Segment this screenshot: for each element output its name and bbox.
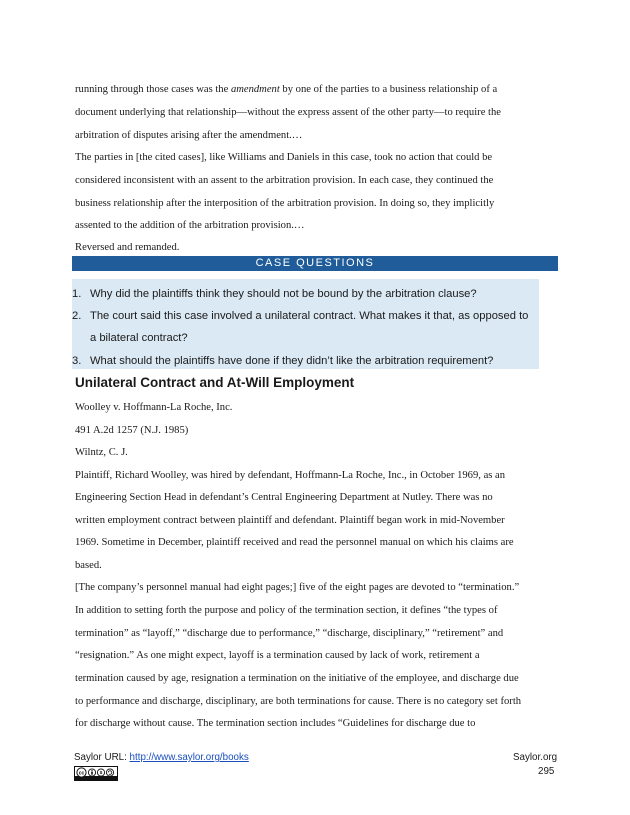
body-text-line: termination caused by age, resignation a termination on the initiative of the employee, and discharge due — [75, 673, 519, 684]
body-text-line: for discharge without cause. The termination section includes “Guidelines for discharge due to — [75, 718, 476, 729]
page-number: 295 — [538, 766, 555, 777]
case-questions-banner: CASE QUESTIONS — [72, 256, 558, 271]
body-text-line: considered inconsistent with an assent to the arbitration provision. In each case, they continued the — [75, 175, 494, 186]
body-text-line: document underlying that relationship—without the express assent of the other party—to require the — [75, 107, 501, 118]
body-text-line: Reversed and remanded. — [75, 242, 180, 253]
saylor-books-link[interactable]: http://www.saylor.org/books — [129, 752, 249, 763]
question-text: Why did the plaintiffs think they should not be bound by the arbitration clause? — [90, 288, 477, 300]
body-text-line: written employment contract between plaintiff and defendant. Plaintiff began work in mid-November — [75, 515, 505, 526]
body-text-line: The parties in [the cited cases], like Williams and Daniels in this case, took no action that could be — [75, 152, 493, 163]
body-text-line: Plaintiff, Richard Woolley, was hired by defendant, Hoffmann-La Roche, Inc., in October 1969, as an — [75, 470, 506, 481]
judge-name: Wilntz, C. J. — [75, 447, 128, 458]
question-text: The court said this case involved a unilateral contract. What makes it that, as opposed to — [90, 310, 529, 322]
body-text-line: assented to the addition of the arbitration provision.… — [75, 220, 305, 231]
case-name: Woolley v. Hoffmann-La Roche, Inc. — [75, 402, 233, 413]
body-text-line: running through those cases was the amendment by one of the parties to a business relationship of a — [75, 84, 498, 95]
cc-license-graphic — [75, 767, 117, 780]
body-text-line: arbitration of disputes arising after the amendment.… — [75, 130, 303, 141]
body-text-line: Engineering Section Head in defendant’s Central Engineering Department at Nutley. There was no — [75, 492, 493, 503]
question-text: What should the plaintiffs have done if they didn’t like the arbitration requirement? — [90, 355, 494, 367]
body-text-line: based. — [75, 560, 102, 571]
section-heading: Unilateral Contract and At-Will Employment — [75, 375, 355, 390]
body-text-line: termination” as “layoff,” “discharge due to performance,” “discharge, disciplinary,” “retirement” and — [75, 628, 504, 639]
svg-text:cc: cc — [78, 770, 85, 777]
footer-url-label: Saylor URL: — [74, 752, 130, 763]
body-text-line: [The company’s personnel manual had eight pages;] five of the eight pages are devoted to “termination.” — [75, 582, 520, 593]
footer-url — [74, 752, 249, 763]
question-text: a bilateral contract? — [90, 332, 188, 344]
svg-text:$: $ — [99, 770, 103, 776]
body-text-line: 1969. Sometime in December, plaintiff received and read the personnel manual on which his claims are — [75, 537, 514, 548]
body-text-line: “resignation.” As one might expect, layoff is a termination caused by lack of work, retirement a — [75, 650, 480, 661]
body-text-line: business relationship after the interposition of the arbitration provision. In doing so, they implicitly — [75, 198, 495, 209]
cc-by-nc-sa-icon — [74, 766, 118, 781]
question-number: 1. — [72, 288, 82, 300]
question-number: 3. — [72, 355, 82, 367]
emphasis-word: amendment — [230, 84, 280, 95]
footer-site: Saylor.org — [513, 752, 558, 763]
body-text-line: In addition to setting forth the purpose and policy of the termination section, it defines “the types of — [75, 605, 498, 616]
case-citation: 491 A.2d 1257 (N.J. 1985) — [75, 425, 189, 436]
body-text-line: to performance and discharge, disciplinary, are both terminations for cause. There is no category set forth — [75, 696, 522, 707]
question-number: 2. — [72, 310, 82, 322]
